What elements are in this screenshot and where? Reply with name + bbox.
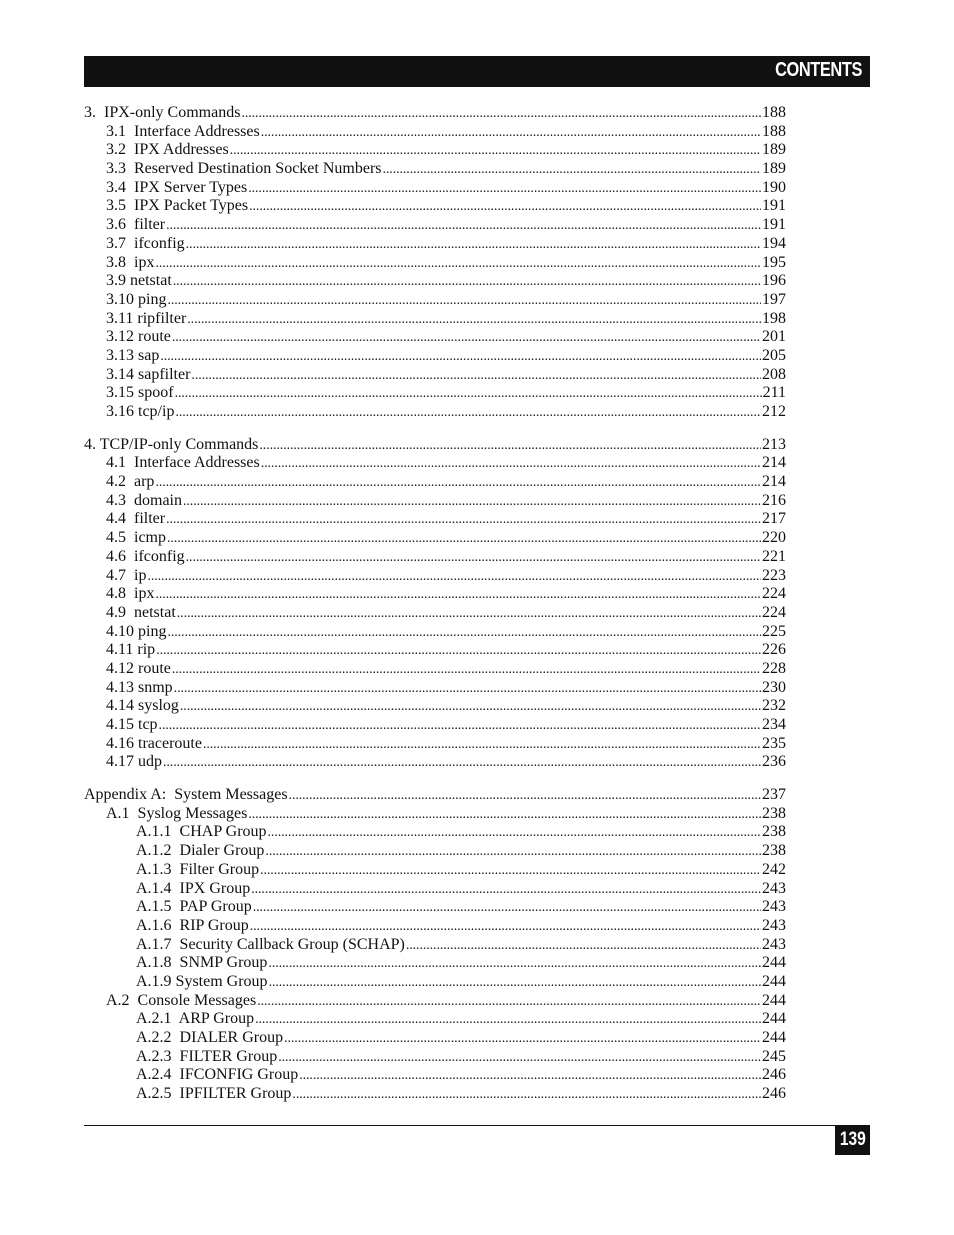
toc-entry[interactable] [84, 842, 786, 861]
toc-entry[interactable] [84, 141, 786, 160]
toc-entry[interactable] [84, 954, 786, 973]
toc-entry[interactable] [84, 880, 786, 899]
dot-leader [257, 992, 761, 1012]
toc-entry-page: 230 [762, 678, 786, 696]
toc-entry[interactable] [84, 1010, 786, 1029]
toc-entry-label: A.2.2 DIALER Group [136, 1029, 284, 1046]
toc-entry[interactable] [84, 272, 786, 291]
toc-entry-page: 189 [762, 160, 786, 178]
toc-entry-label: 3.11 ripfilter [106, 309, 187, 327]
dot-leader [265, 842, 761, 862]
toc-entry[interactable] [84, 936, 786, 955]
toc-entry-label: 4.10 ping [106, 622, 167, 640]
toc-entry-label: A.1.8 SNMP Group [136, 954, 268, 972]
dot-leader [250, 917, 761, 937]
toc-entry-label: 3. IPX-only Commands [84, 104, 241, 121]
toc-entry[interactable] [84, 861, 786, 880]
toc-entry-label: 4.4 filter [106, 510, 166, 528]
toc-entry-label: 3.9 netstat [106, 272, 172, 290]
toc-entry-page: 225 [762, 622, 786, 640]
dot-leader [159, 716, 761, 736]
dot-leader [175, 403, 761, 423]
dot-leader [172, 328, 761, 348]
toc-entry-page: 242 [762, 860, 786, 878]
toc-entry-label: 3.2 IPX Addresses [106, 141, 229, 159]
dot-leader [177, 604, 761, 624]
toc-entry-page: 224 [762, 585, 786, 603]
dot-leader [187, 310, 761, 330]
dot-leader [383, 160, 762, 180]
toc-entry-page: 244 [762, 1010, 786, 1028]
toc-entry[interactable] [84, 1048, 786, 1067]
dot-leader [156, 641, 761, 661]
toc-entry-label: 4.1 Interface Addresses [106, 454, 260, 472]
toc-entry[interactable] [84, 567, 786, 586]
toc-entry[interactable] [84, 679, 786, 698]
toc-entry-page: 226 [762, 641, 786, 659]
header-bar [84, 56, 870, 87]
toc-entry[interactable] [84, 197, 786, 216]
toc-entry-page: 243 [762, 935, 786, 953]
toc-entry[interactable] [84, 660, 786, 679]
page-title: CONTENTS [775, 59, 862, 81]
toc-entry-label: A.1.7 Security Callback Group (SCHAP) [136, 935, 405, 953]
toc-entry-label: A.1.1 CHAP Group [136, 823, 267, 841]
toc-entry-page: 235 [762, 734, 786, 752]
toc-entry-page: 244 [762, 991, 786, 1009]
dot-leader [155, 473, 761, 493]
toc-entry-page: 244 [762, 1029, 786, 1046]
toc-entry-page: 188 [762, 104, 786, 121]
toc-entry-label: 3.3 Reserved Destination Socket Numbers [106, 160, 382, 178]
dot-leader [299, 1066, 761, 1086]
toc-entry-label: 4.9 netstat [106, 603, 176, 621]
toc-entry-label: A.1.2 Dialer Group [136, 842, 265, 860]
toc-entry-page: 246 [762, 1066, 786, 1084]
toc-entry[interactable] [84, 179, 786, 198]
toc-entry-label: 3.6 filter [106, 216, 166, 234]
dot-leader [259, 436, 761, 456]
toc-entry[interactable] [84, 1085, 786, 1104]
toc-entry[interactable] [84, 697, 786, 716]
toc-entry[interactable] [84, 328, 786, 347]
toc-entry[interactable] [84, 366, 786, 385]
toc-entry-page: 244 [762, 954, 786, 972]
dot-leader [172, 660, 761, 680]
toc-entry[interactable] [84, 1029, 786, 1048]
toc-entry[interactable] [84, 716, 786, 735]
toc-entry-page: 197 [762, 290, 786, 308]
toc-entry[interactable] [84, 123, 786, 142]
toc-entry-label: 4.11 rip [106, 641, 156, 659]
toc-entry-page: 238 [762, 823, 786, 841]
toc-entry-label: 4.8 ipx [106, 585, 155, 603]
dot-leader [180, 697, 761, 717]
dot-leader [160, 347, 761, 367]
toc-entry[interactable] [84, 216, 786, 235]
dot-leader [186, 548, 761, 568]
toc-entry-label: A.1 Syslog Messages [106, 804, 248, 822]
section-gap [84, 422, 786, 436]
toc-entry-page: 208 [762, 365, 786, 383]
toc-entry-page: 214 [762, 454, 786, 472]
toc-entry-page: 243 [762, 879, 786, 897]
toc-entry-page: 201 [762, 328, 786, 346]
toc-entry-label: 3.4 IPX Server Types [106, 178, 248, 196]
toc-entry-page: 245 [762, 1047, 786, 1065]
toc-entry-label: A.2 Console Messages [106, 991, 257, 1009]
dot-leader [155, 254, 761, 274]
toc-entry-page: 246 [762, 1085, 786, 1103]
toc-entry[interactable] [84, 735, 786, 754]
toc-entry-page: 223 [762, 566, 786, 584]
toc-entry-label: A.1.9 System Group [136, 972, 268, 990]
toc-entry-page: 243 [762, 898, 786, 916]
toc-entry[interactable] [84, 510, 786, 529]
toc-entry-label: A.1.4 IPX Group [136, 879, 251, 897]
dot-leader [147, 567, 761, 587]
toc-entry-label: 3.15 spoof [106, 384, 174, 402]
toc-entry-page: 190 [762, 178, 786, 196]
toc-entry-label: A.2.1 ARP Group [136, 1010, 255, 1028]
toc-entry-page: 238 [762, 804, 786, 822]
toc-entry[interactable] [84, 235, 786, 254]
dot-leader [173, 272, 761, 292]
toc-entry-label: 3.16 tcp/ip [106, 403, 175, 420]
dot-leader [167, 623, 761, 643]
toc-entry-label: 3.7 ifconfig [106, 234, 185, 252]
dot-leader [278, 1048, 761, 1068]
toc-entry-page: 213 [762, 435, 786, 453]
dot-leader [251, 880, 761, 900]
toc-entry-label: 3.14 sapfilter [106, 365, 191, 383]
toc-entry-page: 220 [762, 529, 786, 547]
toc-entry-page: 196 [762, 272, 786, 290]
toc-entry[interactable] [84, 786, 786, 805]
toc-entry[interactable] [84, 917, 786, 936]
toc-entry[interactable] [84, 160, 786, 179]
toc-entry[interactable] [84, 823, 786, 842]
toc-entry[interactable] [84, 384, 786, 403]
dot-leader [230, 141, 761, 161]
toc-entry-label: 4.16 traceroute [106, 734, 202, 752]
toc-entry-label: A.2.3 FILTER Group [136, 1047, 278, 1065]
footer-rule [84, 1125, 870, 1126]
toc-entry[interactable] [84, 992, 786, 1011]
toc-entry[interactable] [84, 254, 786, 273]
dot-leader [175, 384, 762, 404]
toc-entry[interactable] [84, 805, 786, 824]
toc-entry[interactable] [84, 104, 786, 123]
dot-leader [183, 492, 761, 512]
dot-leader [241, 104, 761, 124]
page-number-badge [835, 1125, 870, 1155]
toc-entry-page: 243 [762, 916, 786, 934]
toc-entry[interactable] [84, 492, 786, 511]
dot-leader [167, 291, 761, 311]
dot-leader [269, 973, 761, 993]
toc-entry-page: 205 [762, 346, 786, 364]
dot-leader [268, 823, 761, 843]
toc-entry-page: 216 [762, 491, 786, 509]
toc-entry-page: 211 [762, 384, 786, 402]
toc-entry-label: Appendix A: System Messages [84, 786, 288, 804]
dot-leader [255, 1010, 761, 1030]
toc-entry-page: 188 [762, 122, 786, 140]
dot-leader [163, 753, 761, 773]
toc-entry-page: 234 [762, 716, 786, 733]
toc-entry[interactable] [84, 548, 786, 567]
toc-entry[interactable] [84, 604, 786, 623]
toc-entry-page: 244 [762, 972, 786, 990]
page-number: 139 [839, 1129, 866, 1150]
toc-entry[interactable] [84, 641, 786, 660]
dot-leader [166, 216, 761, 236]
toc-entry[interactable] [84, 291, 786, 310]
dot-leader [261, 454, 761, 474]
toc-entry-page: 212 [762, 403, 786, 420]
dot-leader [167, 529, 761, 549]
toc-entry[interactable] [84, 973, 786, 992]
toc-entry[interactable] [84, 529, 786, 548]
toc-entry-page: 217 [762, 510, 786, 528]
toc-entry-label: A.1.5 PAP Group [136, 898, 252, 916]
dot-leader [284, 1029, 761, 1049]
dot-leader [248, 805, 761, 825]
toc-entry[interactable] [84, 310, 786, 329]
dot-leader [289, 786, 761, 806]
dot-leader [191, 366, 761, 386]
toc-entry-page: 189 [762, 141, 786, 159]
toc-entry-label: A.2.4 IFCONFIG Group [136, 1066, 299, 1084]
dot-leader [166, 510, 761, 530]
toc-entry[interactable] [84, 347, 786, 366]
toc-entry-label: 4.3 domain [106, 491, 182, 509]
toc-entry-page: 214 [762, 473, 786, 491]
toc-entry-page: 198 [762, 309, 786, 327]
dot-leader [268, 954, 761, 974]
toc-entry-label: 4. TCP/IP-only Commands [84, 435, 259, 453]
dot-leader [260, 861, 761, 881]
toc-entry-label: 3.1 Interface Addresses [106, 122, 260, 140]
dot-leader [292, 1085, 761, 1105]
toc-entry-page: 236 [762, 753, 786, 771]
toc-entry-label: 4.15 tcp [106, 716, 158, 733]
dot-leader [248, 179, 761, 199]
toc-entry[interactable] [84, 753, 786, 772]
toc-entry-page: 232 [762, 697, 786, 715]
toc-entry-page: 228 [762, 659, 786, 677]
toc-entry-label: A.1.3 Filter Group [136, 860, 260, 878]
toc-entry-label: A.2.5 IPFILTER Group [136, 1085, 292, 1103]
toc-entry-page: 237 [762, 786, 786, 804]
toc-entry[interactable] [84, 585, 786, 604]
toc-entry[interactable] [84, 454, 786, 473]
toc-entry-label: A.1.6 RIP Group [136, 916, 249, 934]
toc-entry-label: 3.13 sap [106, 346, 160, 364]
toc-entry[interactable] [84, 623, 786, 642]
dot-leader [249, 197, 761, 217]
toc-entry-page: 221 [762, 547, 786, 565]
dot-leader [261, 123, 761, 143]
toc-entry[interactable] [84, 473, 786, 492]
dot-leader [253, 898, 761, 918]
toc-entry-page: 224 [762, 603, 786, 621]
toc-entry[interactable] [84, 436, 786, 455]
toc-entry-label: 4.2 arp [106, 473, 155, 491]
toc-entry-label: 4.5 icmp [106, 529, 166, 547]
dot-leader [406, 936, 761, 956]
toc-entry-label: 3.12 route [106, 328, 171, 346]
toc-entry-label: 4.13 snmp [106, 678, 173, 696]
toc-entry-page: 195 [762, 253, 786, 271]
dot-leader [155, 585, 761, 605]
toc-entry[interactable] [84, 403, 786, 422]
table-of-contents [84, 104, 786, 1104]
toc-entry-label: 3.8 ipx [106, 253, 155, 271]
toc-entry-label: 3.5 IPX Packet Types [106, 197, 249, 215]
toc-entry-label: 4.7 ip [106, 566, 147, 584]
toc-entry-page: 238 [762, 842, 786, 860]
toc-entry-label: 4.17 udp [106, 753, 162, 771]
toc-entry[interactable] [84, 1066, 786, 1085]
toc-entry-label: 3.10 ping [106, 290, 167, 308]
toc-entry-page: 194 [762, 234, 786, 252]
toc-entry-label: 4.12 route [106, 659, 171, 677]
toc-entry-page: 191 [762, 216, 786, 234]
toc-entry-label: 4.6 ifconfig [106, 547, 185, 565]
section-gap [84, 772, 786, 786]
dot-leader [186, 235, 761, 255]
dot-leader [203, 735, 761, 755]
toc-entry[interactable] [84, 898, 786, 917]
toc-entry-page: 191 [762, 197, 786, 215]
dot-leader [174, 679, 761, 699]
toc-entry-label: 4.14 syslog [106, 697, 179, 715]
